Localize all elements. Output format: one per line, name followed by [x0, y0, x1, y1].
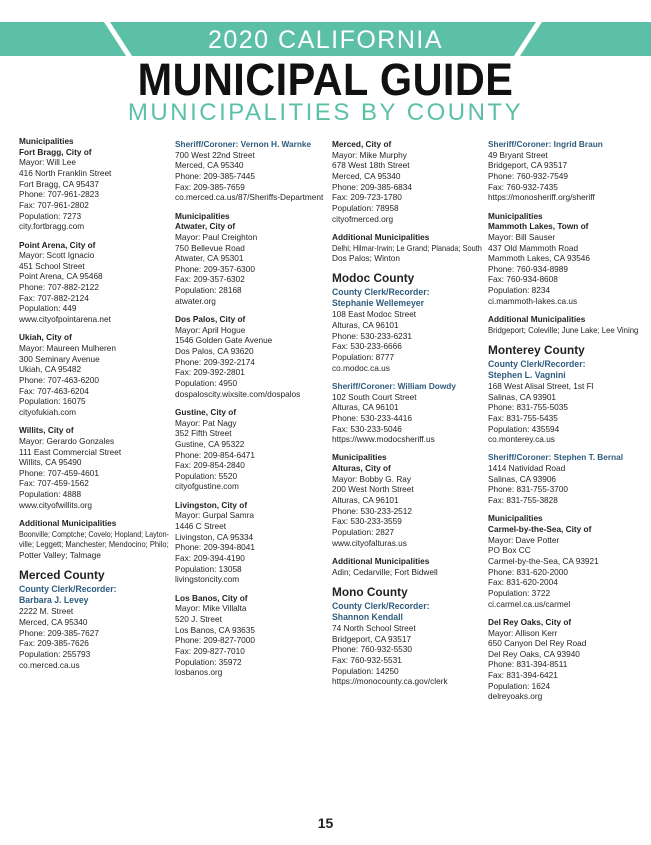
entry-line: Population: 1624: [488, 680, 551, 691]
county-heading: Merced County: [19, 568, 105, 583]
directory-entry: [175, 139, 327, 203]
sheriff-heading: Sheriff/Coroner: Stephen T. Bernal: [488, 452, 624, 463]
entry-line: Salinas, CA 93901: [488, 391, 557, 402]
entry-line: Phone: 707-882-2122: [19, 282, 99, 293]
entry-line: 1546 Golden Gate Avenue: [175, 335, 273, 346]
entry-heading: Los Banos, City of: [175, 592, 248, 603]
entry-line: Mayor: Will Lee: [19, 157, 76, 168]
entry-line: co.merced.ca.us/87/Sheriffs-Department: [175, 192, 324, 203]
entry-line: Phone: 831-394-8511: [488, 659, 568, 670]
entry-line: Phone: 707-463-6200: [19, 374, 99, 385]
entry-line: 168 West Alisal Street, 1st Fl: [488, 380, 594, 391]
entry-line: Alturas, CA 96101: [332, 320, 399, 331]
entry-line: Phone: 530-233-4416: [332, 412, 412, 423]
county-heading: Monterey County: [488, 342, 585, 357]
entry-line: Population: 3722: [488, 587, 551, 598]
entry-line: 1414 Natividad Road: [488, 463, 566, 474]
entry-heading: Merced, City of: [332, 139, 392, 149]
entry-line: Phone: 530-233-2512: [332, 505, 412, 516]
entry-line: www.cityofpointarena.net: [19, 314, 111, 325]
entry-line: https://www.modocsheriff.us: [332, 434, 435, 445]
entry-line: Fax: 209-357-6302: [175, 274, 245, 285]
entry-line: PO Box CC: [488, 545, 531, 556]
entry-line: Fax: 530-233-3559: [332, 516, 402, 527]
entry-line: Point Arena, CA 95468: [19, 271, 103, 282]
entry-line: Fax: 209-394-4190: [175, 553, 245, 563]
entry-line: www.cityofwillits.org: [19, 499, 93, 510]
entry-heading: Carmel-by-the-Sea, City of: [488, 524, 592, 534]
entry-line: Mayor: Mike Villalta: [175, 603, 247, 614]
entry-line: delreyoaks.org: [488, 691, 543, 702]
entry-line: Population: 35972: [175, 656, 242, 667]
entry-line: Boonville; Comptche; Covelo; Hopland; Layton-: [19, 528, 169, 539]
entry-line: Phone: 209-385-6834: [332, 181, 412, 192]
entry-heading: Mammoth Lakes, Town of: [488, 221, 589, 232]
entry-line: ci.carmel.ca.us/carmel: [488, 598, 571, 609]
entry-line: Willits, CA 95490: [19, 457, 82, 468]
entry-line: Population: 78958: [332, 202, 399, 213]
entry-line: Population: 255793: [19, 648, 91, 659]
entry-line: Population: 449: [19, 303, 77, 314]
sheriff-heading: Sheriff/Coroner: William Dowdy: [332, 380, 456, 391]
column-4: [488, 139, 640, 710]
entry-line: Population: 2827: [332, 527, 395, 538]
entry-line: Fax: 831-394-6421: [488, 670, 558, 681]
entry-heading: Willits, City of: [19, 425, 74, 436]
entry-line: Los Banos, CA 93635: [175, 624, 255, 635]
entry-line: co.modoc.ca.us: [332, 362, 390, 373]
entry-line: 437 Old Mammoth Road: [488, 242, 579, 253]
entry-line: Adin; Cedarville; Fort Bidwell: [332, 566, 438, 577]
directory-entry: [175, 314, 327, 399]
entry-heading: Dos Palos, City of: [175, 314, 246, 325]
entry-line: Population: 435594: [488, 423, 560, 434]
entry-line: www.cityofalturas.us: [332, 537, 407, 548]
entry-line: Mayor: Paul Creighton: [175, 231, 258, 242]
entry-line: Phone: 209-394-8041: [175, 542, 255, 553]
entry-line: Del Rey Oaks, CA 93940: [488, 648, 580, 659]
entry-line: Mayor: Pat Nagy: [175, 417, 237, 428]
directory-entry: [332, 556, 484, 577]
entry-line: Fax: 707-961-2802: [19, 199, 89, 210]
entry-line: ci.mammoth-lakes.ca.us: [488, 295, 578, 306]
entry-line: Population: 4888: [19, 489, 82, 500]
entry-line: Fax: 209-723-1780: [332, 192, 402, 203]
banner-title: 2020 CALIFORNIA: [207, 26, 444, 54]
entry-line: Fax: 831-755-3828: [488, 495, 558, 506]
entry-line: Phone: 760-934-8989: [488, 263, 568, 274]
county-heading: Modoc County: [332, 271, 415, 286]
entry-line: Fax: 707-459-1562: [19, 478, 89, 489]
entry-line: Population: 28168: [175, 285, 242, 296]
directory-entry: [332, 381, 484, 445]
entry-line: Population: 16075: [19, 396, 86, 407]
entry-line: Mayor: April Hogue: [175, 324, 246, 335]
column-3: [332, 139, 484, 694]
entry-heading: Atwater, City of: [175, 221, 236, 232]
directory-entry: [19, 332, 171, 417]
entry-line: 1446 C Street: [175, 521, 227, 532]
entry-line: Phone: 209-854-6471: [175, 449, 255, 460]
entry-line: Merced, CA 95340: [19, 616, 88, 627]
entry-line: Fax: 530-233-6666: [332, 341, 402, 352]
column-1: [19, 136, 171, 678]
directory-entry: [19, 136, 171, 232]
entry-heading: Point Arena, City of: [19, 239, 96, 250]
entry-line: Livingston, CA 95334: [175, 531, 254, 542]
entry-line: Mammoth Lakes, CA 93546: [488, 253, 591, 264]
directory-entry: [175, 407, 327, 492]
entry-line: Merced, CA 95340: [332, 170, 401, 181]
directory-entry: [19, 568, 171, 670]
entry-line: Population: 8234: [488, 285, 551, 296]
entry-line: 352 Fifth Street: [175, 428, 232, 439]
entry-line: dospaloscity.wixsite.com/dospalos: [175, 388, 301, 399]
entry-line: Mayor: Maureen Mulheren: [19, 343, 116, 353]
directory-entry: [19, 425, 171, 510]
clerk-heading: Stephen L. Vagnini: [488, 369, 566, 380]
entry-line: Phone: 831-755-5035: [488, 402, 568, 413]
entry-heading: Alturas, City of: [332, 463, 391, 474]
entry-line: Bridgeport, CA 93517: [488, 160, 568, 171]
directory-entry: [332, 139, 484, 224]
entry-line: 49 Bryant Street: [488, 149, 548, 160]
entry-line: Fax: 530-233-5046: [332, 423, 402, 434]
entry-line: Fax: 831-620-2004: [488, 577, 558, 588]
entry-line: Bridgeport, CA 93517: [332, 633, 412, 644]
entry-line: atwater.org: [175, 295, 216, 306]
entry-line: Mayor: Gerardo Gonzales: [19, 435, 115, 446]
entry-line: 451 School Street: [19, 260, 85, 271]
entry-line: Fax: 831-755-5435: [488, 412, 558, 423]
entry-line: cityofukiah.com: [19, 406, 76, 417]
directory-entry: [488, 211, 640, 307]
directory-entry: [488, 314, 640, 335]
entry-heading: Fort Bragg, City of: [19, 146, 92, 157]
entry-line: Phone: 530-233-6231: [332, 330, 412, 341]
directory-entry: [332, 271, 484, 373]
entry-line: Population: 4950: [175, 377, 238, 388]
directory-entry: [488, 139, 640, 203]
entry-line: Fax: 209-385-7659: [175, 181, 245, 192]
entry-heading: Municipalities: [175, 210, 230, 221]
entry-line: Phone: 831-755-3700: [488, 484, 568, 495]
entry-line: losbanos.org: [175, 667, 223, 678]
entry-line: 700 West 22nd Street: [175, 149, 255, 160]
entry-line: Mayor: Dave Potter: [488, 534, 560, 545]
entry-line: https://monosheriff.org/sheriff: [488, 192, 595, 203]
page-subtitle: MUNICIPALITIES BY COUNTY: [127, 99, 524, 126]
entry-line: Fort Bragg, CA 95437: [19, 178, 99, 189]
entry-line: 520 J. Street: [175, 613, 222, 624]
entry-line: Mayor: Scott Ignacio: [19, 250, 95, 261]
entry-line: Alturas, CA 96101: [332, 402, 399, 413]
entry-heading: Additional Municipalities: [19, 518, 117, 529]
entry-heading: Del Rey Oaks, City of: [488, 616, 572, 627]
page-number: 15: [317, 815, 334, 831]
entry-line: 416 North Franklin Street: [19, 167, 112, 178]
directory-entry: [175, 593, 327, 678]
entry-line: Phone: 209-357-6300: [175, 263, 255, 274]
entry-line: co.monterey.ca.us: [488, 434, 555, 445]
directory-entry: [175, 211, 327, 307]
entry-line: 200 West North Street: [332, 484, 414, 495]
entry-line: Population: 8777: [332, 352, 395, 363]
entry-line: city.fortbragg.com: [19, 221, 85, 232]
entry-line: Phone: 760-932-7549: [488, 170, 568, 181]
entry-line: Ukiah, CA 95482: [19, 364, 82, 375]
entry-heading: Municipalities: [488, 210, 543, 221]
entry-heading: Additional Municipalities: [488, 314, 586, 325]
entry-line: Population: 14250: [332, 665, 399, 676]
entry-line: 678 West 18th Street: [332, 160, 410, 171]
entry-heading: Ukiah, City of: [19, 332, 72, 343]
clerk-heading: Barbara J. Levey: [19, 595, 89, 606]
entry-line: 650 Canyon Del Rey Road: [488, 638, 587, 649]
entry-heading: Gustine, City of: [175, 406, 237, 417]
entry-heading: Municipalities: [332, 452, 387, 463]
entry-line: 111 East Commercial Street: [19, 446, 122, 457]
clerk-heading: County Clerk/Recorder:: [332, 287, 430, 298]
entry-line: 108 East Modoc Street: [332, 309, 417, 320]
county-heading: Mono County: [332, 584, 408, 599]
directory-entry: [175, 500, 327, 585]
entry-heading: Livingston, City of: [175, 499, 248, 510]
entry-line: 750 Bellevue Road: [175, 242, 245, 253]
page-title: MUNICIPAL GUIDE: [137, 54, 514, 105]
entry-line: Mayor: Gurpal Samra: [175, 510, 255, 521]
entry-line: Mayor: Mike Murphy: [332, 149, 407, 160]
entry-heading: Additional Municipalities: [332, 555, 430, 566]
entry-line: cityofmerced.org: [332, 213, 394, 224]
column-2: [175, 139, 327, 685]
entry-line: Dos Palos, CA 93620: [175, 346, 254, 356]
entry-line: Fax: 760-932-7435: [488, 181, 558, 192]
entry-line: Phone: 707-961-2823: [19, 189, 99, 200]
sheriff-heading: Sheriff/Coroner: Vernon H. Warnke: [175, 139, 312, 149]
entry-heading: Municipalities: [19, 136, 74, 146]
clerk-heading: County Clerk/Recorder:: [488, 358, 586, 369]
entry-line: Phone: 831-620-2000: [488, 566, 568, 577]
entry-line: Mayor: Bobby G. Ray: [332, 473, 412, 484]
directory-entry: [332, 585, 484, 687]
entry-line: ville; Leggett; Manchester; Mendocino; Philo;: [19, 539, 169, 550]
entry-line: 2222 M. Street: [19, 606, 74, 617]
entry-line: Merced, CA 95340: [175, 160, 244, 171]
directory-entry: [332, 232, 484, 264]
entry-line: Atwater, CA 95301: [175, 253, 244, 264]
directory-entry: [488, 452, 640, 505]
directory-entry: [488, 343, 640, 445]
entry-line: co.merced.ca.us: [19, 659, 80, 670]
entry-line: 74 North School Street: [332, 622, 416, 633]
entry-line: 300 Seminary Avenue: [19, 353, 100, 364]
entry-line: Phone: 209-827-7000: [175, 635, 255, 646]
entry-line: Phone: 209-392-2174: [175, 356, 255, 367]
entry-line: Carmel-by-the-Sea, CA 93921: [488, 555, 599, 566]
entry-line: Salinas, CA 93906: [488, 473, 557, 484]
entry-line: cityofgustine.com: [175, 481, 239, 492]
clerk-heading: County Clerk/Recorder:: [332, 600, 430, 611]
entry-line: Delhi; Hilmar-Irwin; Le Grand; Planada; South: [332, 242, 482, 253]
entry-heading: Municipalities: [488, 513, 543, 524]
directory-entry: [19, 518, 171, 561]
clerk-heading: County Clerk/Recorder:: [19, 584, 117, 595]
entry-line: Phone: 707-459-4601: [19, 467, 99, 478]
entry-line: Gustine, CA 95322: [175, 438, 245, 449]
entry-heading: Additional Municipalities: [332, 231, 430, 242]
entry-line: Phone: 760-932-5530: [332, 644, 412, 655]
entry-line: Fax: 707-463-6204: [19, 385, 89, 396]
sheriff-heading: Sheriff/Coroner: Ingrid Braun: [488, 139, 603, 149]
directory-entry: [19, 240, 171, 325]
entry-line: Mayor: Allison Kerr: [488, 627, 558, 638]
entry-line: 102 South Court Street: [332, 391, 417, 402]
entry-line: Potter Valley; Talmage: [19, 550, 101, 560]
directory-entry: [332, 452, 484, 548]
entry-line: Fax: 209-854-2840: [175, 460, 245, 471]
entry-line: Fax: 760-934-8608: [488, 274, 558, 285]
clerk-heading: Stephanie Wellemeyer: [332, 298, 425, 309]
entry-line: Dos Palos; Winton: [332, 253, 400, 264]
entry-line: Fax: 707-882-2124: [19, 292, 89, 303]
directory-entry: [488, 513, 640, 609]
entry-line: Phone: 209-385-7627: [19, 627, 99, 638]
entry-line: Phone: 209-385-7445: [175, 170, 255, 181]
entry-line: Alturas, CA 96101: [332, 495, 399, 506]
entry-line: Fax: 209-392-2801: [175, 367, 245, 378]
entry-line: Fax: 760-932-5531: [332, 654, 402, 665]
clerk-heading: Shannon Kendall: [332, 611, 403, 622]
entry-line: Fax: 209-827-7010: [175, 645, 245, 656]
entry-line: Bridgeport; Coleville; June Lake; Lee Vining: [488, 324, 639, 335]
entry-line: Population: 5520: [175, 470, 238, 481]
entry-line: livingstoncity.com: [175, 574, 240, 585]
entry-line: Population: 13058: [175, 563, 242, 574]
entry-line: https://monocounty.ca.gov/clerk: [332, 676, 448, 687]
entry-line: Fax: 209-385-7626: [19, 638, 89, 649]
entry-line: Population: 7273: [19, 210, 82, 221]
entry-line: Mayor: Bill Sauser: [488, 231, 556, 242]
directory-entry: [488, 617, 640, 702]
